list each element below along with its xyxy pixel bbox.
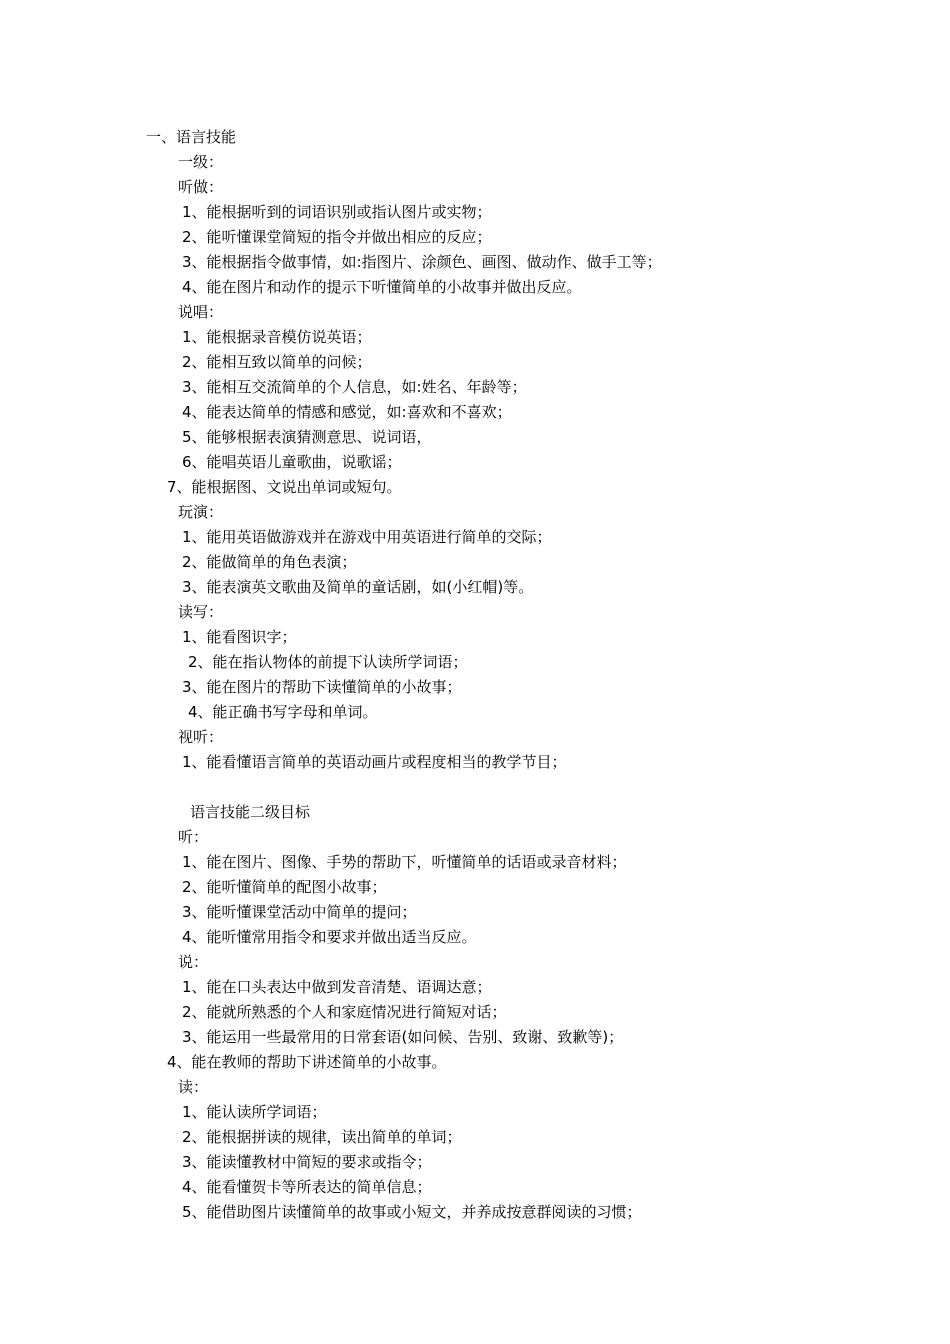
subsection-heading: 听做：	[178, 178, 224, 196]
level-heading: 语言技能二级目标	[190, 803, 311, 821]
list-item: 2、能根据拼读的规律，读出简单的单词；	[182, 1128, 462, 1146]
list-item: 3、能表演英文歌曲及简单的童话剧，如(小红帽)等。	[182, 578, 534, 596]
list-item: 1、能根据听到的词语识别或指认图片或实物；	[182, 203, 492, 221]
list-item: 3、能相互交流简单的个人信息，如:姓名、年龄等；	[182, 378, 527, 396]
list-item: 1、能用英语做游戏并在游戏中用英语进行简单的交际；	[182, 528, 552, 546]
subsection-heading: 说：	[178, 953, 209, 971]
list-item: 3、能读懂教材中简短的要求或指令；	[182, 1153, 432, 1171]
list-item: 2、能听懂简单的配图小故事；	[182, 878, 387, 896]
list-item: 1、能在图片、图像、手势的帮助下，听懂简单的话语或录音材料；	[182, 853, 627, 871]
list-item: 4、能表达简单的情感和感觉，如:喜欢和不喜欢；	[182, 403, 512, 421]
list-item: 1、能在口头表达中做到发音清楚、语调达意；	[182, 978, 492, 996]
list-item: 3、能听懂课堂活动中简单的提问；	[182, 903, 417, 921]
list-item: 6、能唱英语儿童歌曲，说歌谣；	[182, 453, 402, 471]
level-heading: 一级：	[178, 153, 224, 171]
list-item: 4、能听懂常用指令和要求并做出适当反应。	[182, 928, 477, 946]
list-item: 3、能根据指令做事情，如:指图片、涂颜色、画图、做动作、做手工等；	[182, 253, 662, 271]
list-item: 4、能在教师的帮助下讲述简单的小故事。	[167, 1053, 447, 1071]
list-item: 5、能借助图片读懂简单的故事或小短文，并养成按意群阅读的习惯；	[182, 1203, 642, 1221]
list-item: 2、能相互致以简单的问候；	[182, 353, 372, 371]
list-item: 2、能听懂课堂简短的指令并做出相应的反应；	[182, 228, 492, 246]
list-item: 3、能运用一些最常用的日常套语(如问候、告别、致谢、致歉等)；	[182, 1028, 624, 1046]
list-item: 4、能看懂贺卡等所表达的简单信息；	[182, 1178, 432, 1196]
list-item: 1、能看图识字；	[182, 628, 297, 646]
section-heading: 一、语言技能	[146, 128, 237, 146]
list-item: 7、能根据图、文说出单词或短句。	[167, 478, 402, 496]
list-item: 1、能根据录音模仿说英语；	[182, 328, 372, 346]
subsection-heading: 视听：	[178, 728, 224, 746]
list-item: 2、能就所熟悉的个人和家庭情况进行简短对话；	[182, 1003, 507, 1021]
subsection-heading: 读：	[178, 1078, 209, 1096]
list-item: 2、能在指认物体的前提下认读所学词语；	[188, 653, 468, 671]
subsection-heading: 听：	[178, 828, 209, 846]
list-item: 5、能够根据表演猜测意思、说词语，	[182, 428, 432, 446]
subsection-heading: 读写：	[178, 603, 224, 621]
list-item: 4、能正确书写字母和单词。	[188, 703, 378, 721]
list-item: 2、能做简单的角色表演；	[182, 553, 357, 571]
list-item: 1、能看懂语言简单的英语动画片或程度相当的教学节目；	[182, 753, 567, 771]
subsection-heading: 玩演：	[178, 503, 224, 521]
list-item: 4、能在图片和动作的提示下听懂简单的小故事并做出反应。	[182, 278, 582, 296]
subsection-heading: 说唱：	[178, 303, 224, 321]
list-item: 3、能在图片的帮助下读懂简单的小故事；	[182, 678, 462, 696]
list-item: 1、能认读所学词语；	[182, 1103, 327, 1121]
